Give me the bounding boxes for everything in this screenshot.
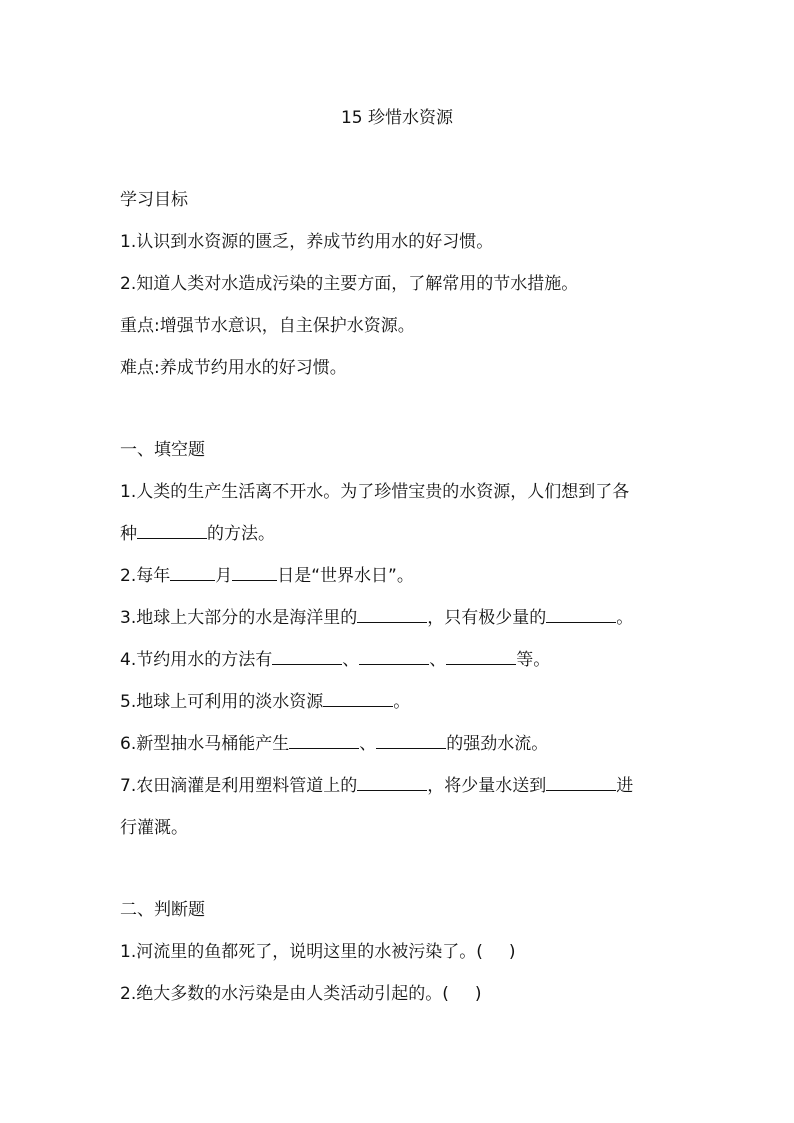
key-point: 重点:增强节水意识，自主保护水资源。 xyxy=(120,316,415,336)
answer-blank[interactable] xyxy=(232,564,277,581)
fill-in-question-3: 3.地球上大部分的水是海洋里的 ，只有极少量的 。 xyxy=(120,608,634,628)
answer-blank[interactable] xyxy=(357,774,427,791)
fill-in-question-5: 5.地球上可利用的淡水资源 。 xyxy=(120,692,411,712)
objective-item: 2.知道人类对水造成污染的主要方面，了解常用的节水措施。 xyxy=(120,274,579,294)
fill-in-question-1: 1.人类的生产生活离不开水。为了珍惜宝贵的水资源，人们想到了各 xyxy=(120,482,630,502)
answer-blank[interactable] xyxy=(170,564,215,581)
fill-in-question-7: 7.农田滴灌是利用塑料管道上的 ，将少量水送到 进 xyxy=(120,776,634,796)
answer-blank[interactable] xyxy=(272,648,342,665)
objectives-heading: 学习目标 xyxy=(120,190,188,210)
answer-blank[interactable] xyxy=(546,774,616,791)
page-title: 15 珍惜水资源 xyxy=(340,108,454,128)
answer-blank[interactable] xyxy=(137,522,207,539)
answer-blank[interactable] xyxy=(289,732,359,749)
answer-blank[interactable] xyxy=(359,648,429,665)
difficult-point: 难点:养成节约用水的好习惯。 xyxy=(120,358,347,378)
fill-in-question-7-cont: 行灌溉。 xyxy=(120,818,188,838)
true-false-question-1: 1.河流里的鱼都死了，说明这里的水被污染了。( ) xyxy=(120,942,516,962)
answer-blank[interactable] xyxy=(446,648,516,665)
fill-in-question-6: 6.新型抽水马桶能产生 、 的强劲水流。 xyxy=(120,734,549,754)
answer-blank[interactable] xyxy=(546,606,616,623)
fill-in-question-2: 2.每年 月 日是“世界水日”。 xyxy=(120,566,414,586)
fill-in-question-1-cont: 种 的方法。 xyxy=(120,524,275,544)
answer-blank[interactable] xyxy=(376,732,446,749)
true-false-question-2: 2.绝大多数的水污染是由人类活动引起的。( ) xyxy=(120,984,482,1004)
fill-in-heading: 一、填空题 xyxy=(120,440,205,460)
true-false-heading: 二、判断题 xyxy=(120,900,205,920)
answer-blank[interactable] xyxy=(357,606,427,623)
fill-in-question-4: 4.节约用水的方法有 、 、 等。 xyxy=(120,650,551,670)
answer-blank[interactable] xyxy=(323,690,393,707)
objective-item: 1.认识到水资源的匮乏，养成节约用水的好习惯。 xyxy=(120,232,494,252)
